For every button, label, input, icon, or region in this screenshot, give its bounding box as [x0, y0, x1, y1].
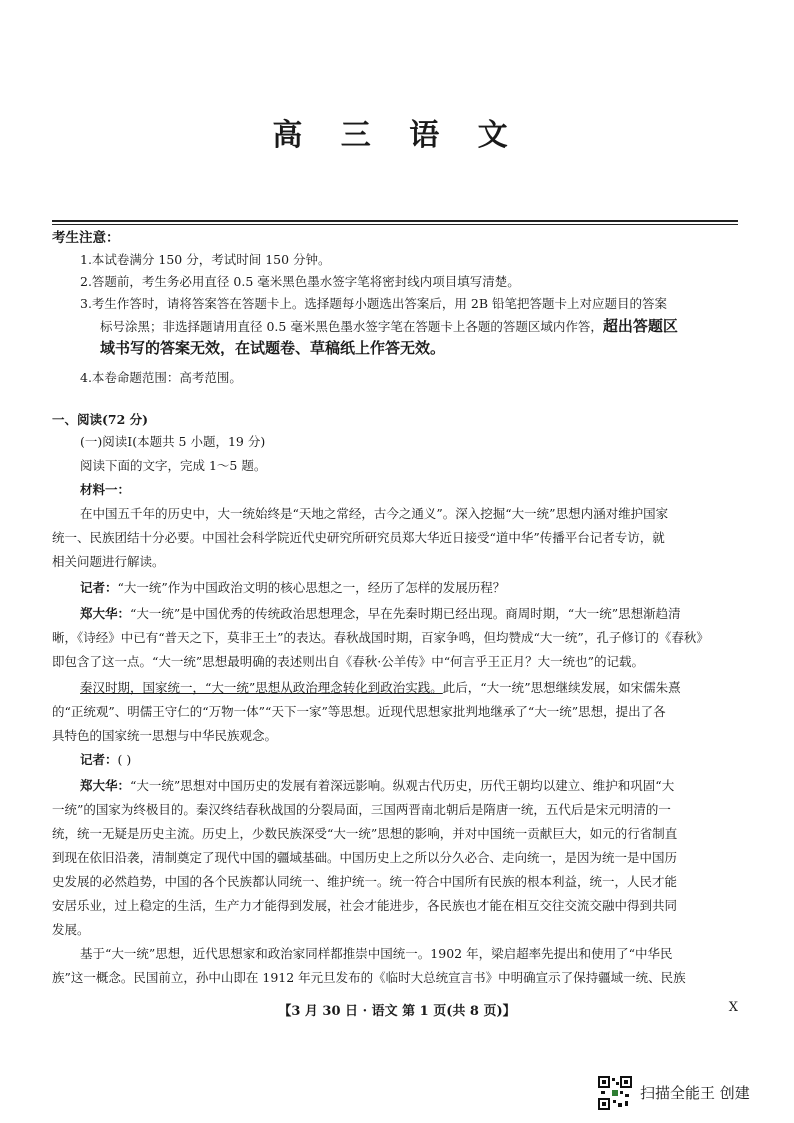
header-rule-thick — [52, 220, 738, 222]
scanner-watermark: 扫描全能王 创建 — [640, 1084, 750, 1102]
section-instruction: 阅读下面的文字，完成 1～5 题。 — [80, 458, 267, 473]
answer-1-line1 — [80, 606, 740, 622]
notice-item-2: 2.答题前，考生务必用直径 0.5 毫米黑色墨水签字笔将密封线内项目填写清楚。 — [80, 274, 520, 289]
answer-2-line1 — [80, 680, 740, 696]
answer-3-line2: 一统”的国家为终极目的。秦汉终结春秋战国的分裂局面，三国两晋南北朝后是隋唐一统，五代后是宋元明清的一 — [52, 802, 671, 817]
page-title: 高 三 语 文 — [272, 118, 522, 153]
notice-item-3-text: 标号涂黑；非选择题请用直径 0.5 毫米黑色墨水签字笔在答题卡上各题的答题区域内作答， — [100, 319, 603, 334]
answer-2-line2: 的“正统观”、明儒王守仁的“万物一体”“天下一家”等思想。近现代思想家批判地继承了“大一统”思想，提出了各 — [52, 704, 666, 719]
para-4-line1: 基于“大一统”思想，近代思想家和政治家同样都推崇中国统一。1902 年，梁启超率先提出和使用了“中华民 — [80, 946, 673, 961]
answer-1-line2: 晰，《诗经》中已有“普天之下，莫非王土”的表达。春秋战国时期，百家争鸣，但均赞成“大一统”，孔子修订的《春秋》 — [52, 630, 709, 645]
answer-3-line5: 史发展的必然趋势，中国的各个民族都认同统一、维护统一。统一符合中国所有民族的根本利益，统一，人民才能 — [52, 874, 678, 889]
question-1-label: 记者： — [80, 580, 118, 595]
notice-item-3-emphasis-2: 域书写的答案无效，在试题卷、草稿纸上作答无效。 · · · — [100, 340, 445, 356]
notice-item-3-line2 — [100, 318, 740, 335]
answer-3-line3: 统，统一无疑是历史主流。历史上，少数民族深受“大一统”思想的影响，并对中国统一贡献巨大，如元的行省制直 — [52, 826, 678, 841]
answer-1-line3: 即包含了这一点。“大一统”思想最明确的表述则出自《春秋·公羊传》中“何言乎王正月？大一统也”的记载。 — [52, 654, 645, 669]
answer-3-line7: 发展。 — [52, 922, 90, 937]
para-4-line2: 族”这一概念。民国前立，孙中山即在 1912 年元旦发布的《临时大总统宣言书》中明确宣示了保持疆域一统、民族 — [52, 970, 686, 985]
question-2-label: 记者： — [80, 752, 118, 767]
footer-mark: X — [728, 1000, 738, 1015]
question-1 — [80, 580, 740, 596]
notice-item-3-line3 — [100, 340, 740, 356]
question-2 — [80, 752, 740, 768]
answer-3-line6: 安居乐业，过上稳定的生活，生产力才能得到发展，社会才能进步，各民族也才能在相互交往交流交融中得到共同 — [52, 898, 678, 913]
answer-3-line1 — [80, 778, 740, 794]
answer-3-text: “大一统”思想对中国历史的发展有着深远影响。纵观古代历史，历代王朝均以建立、维护和巩固“大 — [130, 778, 675, 793]
page-footer: 【3 月 30 日 · 语文 第 1 页(共 8 页)】 — [278, 1004, 516, 1019]
answer-3-label: 郑大华： — [80, 778, 131, 793]
para-1-line1: 在中国五千年的历史中，大一统始终是“天地之常经，古今之通义”。深入挖掘“大一统”思想内涵对维护国家 — [80, 506, 669, 521]
para-1-line3: 相关问题进行解读。 — [52, 554, 165, 569]
section-subheading: (一)阅读Ⅰ(本题共 5 小题，19 分) — [80, 434, 266, 449]
section-heading: 一、阅读(72 分) — [52, 412, 149, 427]
answer-2-line3: 具特色的国家统一思想与中华民族观念。 — [52, 728, 278, 743]
answer-1-label: 郑大华： — [80, 606, 131, 621]
notice-item-3-line1: 3.考生作答时，请将答案答在答题卡上。选择题每小题选出答案后，用 2B 铅笔把答题卡上对应题目的答案 — [80, 296, 668, 311]
notice-item-1: 1.本试卷满分 150 分，考试时间 150 分钟。 — [80, 252, 331, 267]
notice-item-3-emphasis: 超出答题区 · · · — [603, 318, 678, 335]
answer-1-text: “大一统”是中国优秀的传统政治思想理念，早在先秦时期已经出现。商周时期，“大一统”思想渐趋清 — [130, 606, 681, 621]
underlined-sentence: 秦汉时期，国家统一，“大一统”思想从政治理念转化到政治实践。 — [80, 680, 443, 695]
header-rule-thin — [52, 224, 738, 225]
notice-heading: 考生注意： — [52, 230, 120, 246]
answer-3-line4: 到现在依旧沿袭，清制奠定了现代中国的疆域基础。中国历史上之所以分久必合、走向统一，是因为统一是中国历 — [52, 850, 678, 865]
material-label: 材料一： — [80, 482, 131, 497]
answer-2-text: 此后，“大一统”思想继续发展，如宋儒朱熹 — [442, 680, 681, 695]
para-1-line2: 统一、民族团结十分必要。中国社会科学院近代史研究所研究员郑大华近日接受“道中华”传播平台记者专访，就 — [52, 530, 665, 545]
qr-code-icon — [598, 1076, 632, 1110]
question-2-blank: ( ) — [117, 752, 132, 767]
notice-item-4: 4.本卷命题范围：高考范围。 — [80, 370, 242, 385]
question-1-text: “大一统”作为中国政治文明的核心思想之一，经历了怎样的发展历程？ — [117, 580, 506, 595]
